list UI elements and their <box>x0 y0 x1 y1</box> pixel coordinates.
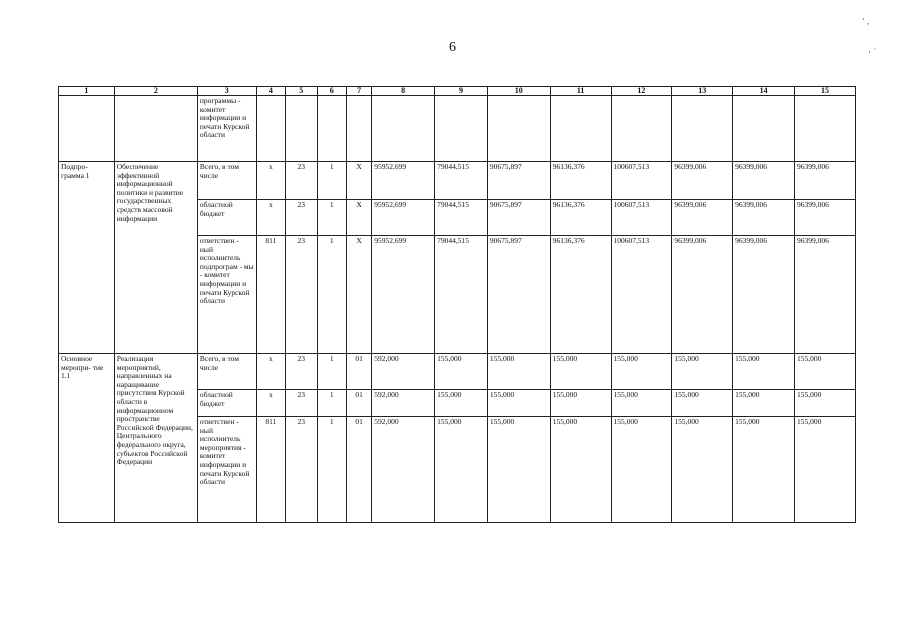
value-cell: 90675,897 <box>487 162 550 200</box>
value-cell: 155,000 <box>672 417 733 523</box>
value-cell: 96399,006 <box>733 200 795 236</box>
table-row <box>59 354 856 390</box>
value-cell: 01 <box>346 390 371 417</box>
header-cell: 14 <box>733 87 795 96</box>
value-cell <box>550 96 611 162</box>
value-cell: 155,000 <box>487 354 550 390</box>
value-cell: 96399,006 <box>672 162 733 200</box>
value-cell: 1 <box>317 200 346 236</box>
value-cell: X <box>346 236 371 354</box>
value-cell: 155,000 <box>733 390 795 417</box>
header-cell: 6 <box>317 87 346 96</box>
value-cell <box>256 96 285 162</box>
value-cell: 155,000 <box>611 354 672 390</box>
value-cell: 155,000 <box>733 417 795 523</box>
value-cell: 96136,376 <box>550 162 611 200</box>
value-cell <box>372 96 435 162</box>
value-cell: 592,000 <box>372 417 435 523</box>
executor-cell: программы - комитет информации и печати Курской области <box>197 96 256 162</box>
value-cell: 155,000 <box>672 354 733 390</box>
value-cell <box>795 96 856 162</box>
funding-source-cell: Всего, в том числе <box>197 162 256 200</box>
name-cell <box>59 96 115 162</box>
value-cell <box>611 96 672 162</box>
value-cell: 96399,006 <box>733 236 795 354</box>
funding-source-cell: ответствен - ный исполнитель подпрограм - мы - комитет информации и печати Курской области <box>197 236 256 354</box>
header-cell: 12 <box>611 87 672 96</box>
value-cell: x <box>256 390 285 417</box>
value-cell: 155,000 <box>611 390 672 417</box>
value-cell: 1 <box>317 354 346 390</box>
value-cell <box>317 96 346 162</box>
value-cell: 155,000 <box>435 417 488 523</box>
value-cell: 100607,513 <box>611 200 672 236</box>
value-cell: 90675,897 <box>487 200 550 236</box>
value-cell <box>346 96 371 162</box>
value-cell: 155,000 <box>550 354 611 390</box>
value-cell: 1 <box>317 236 346 354</box>
value-cell: 96399,006 <box>795 162 856 200</box>
program-title-cell: Реализация мероприятий, направленных на наращивание присутствия Курской области в информационном пространстве Российской Федерации, Центрального федерального округа, субъектов Российской Федерации <box>114 354 197 523</box>
value-cell <box>487 96 550 162</box>
value-cell: 95952,699 <box>372 236 435 354</box>
value-cell: 23 <box>286 162 317 200</box>
header-cell: 2 <box>114 87 197 96</box>
value-cell: 100607,513 <box>611 162 672 200</box>
value-cell: 96399,006 <box>795 236 856 354</box>
value-cell <box>435 96 488 162</box>
header-cell: 15 <box>795 87 856 96</box>
value-cell <box>733 96 795 162</box>
header-cell: 4 <box>256 87 285 96</box>
budget-table <box>58 86 856 523</box>
value-cell: 23 <box>286 236 317 354</box>
value-cell: 155,000 <box>550 390 611 417</box>
funding-source-cell: областной бюджет <box>197 390 256 417</box>
value-cell: 01 <box>346 417 371 523</box>
value-cell: 23 <box>286 200 317 236</box>
table-body <box>59 96 856 523</box>
value-cell: 79044,515 <box>435 162 488 200</box>
header-row <box>59 87 856 96</box>
value-cell: 95952,699 <box>372 162 435 200</box>
value-cell: 1 <box>317 390 346 417</box>
value-cell: 96136,376 <box>550 200 611 236</box>
value-cell: 155,000 <box>435 354 488 390</box>
value-cell: 155,000 <box>733 354 795 390</box>
value-cell: 155,000 <box>672 390 733 417</box>
value-cell: 155,000 <box>487 417 550 523</box>
funding-source-cell: областной бюджет <box>197 200 256 236</box>
value-cell: 811 <box>256 236 285 354</box>
header-cell: 9 <box>435 87 488 96</box>
table-header <box>59 87 856 96</box>
value-cell: x <box>256 162 285 200</box>
value-cell: 155,000 <box>795 354 856 390</box>
program-title-cell: Обеспечение эффективной информационной политики и развитие государственных средств массовой информации <box>114 162 197 354</box>
page-number: 6 <box>449 40 456 55</box>
value-cell: 155,000 <box>795 417 856 523</box>
value-cell: 155,000 <box>435 390 488 417</box>
value-cell: 01 <box>346 354 371 390</box>
header-cell: 3 <box>197 87 256 96</box>
value-cell: x <box>256 200 285 236</box>
value-cell: 592,000 <box>372 354 435 390</box>
value-cell: 79044,515 <box>435 200 488 236</box>
funding-source-cell: Всего, в том числе <box>197 354 256 390</box>
value-cell: 96136,376 <box>550 236 611 354</box>
value-cell: 811 <box>256 417 285 523</box>
value-cell: X <box>346 200 371 236</box>
value-cell: 155,000 <box>550 417 611 523</box>
header-cell: 8 <box>372 87 435 96</box>
value-cell: 79044,515 <box>435 236 488 354</box>
header-cell: 13 <box>672 87 733 96</box>
value-cell: 95952,699 <box>372 200 435 236</box>
value-cell: 23 <box>286 354 317 390</box>
value-cell: 90675,897 <box>487 236 550 354</box>
header-cell: 10 <box>487 87 550 96</box>
program-name-cell: Основное меропри- тие 1.1 <box>59 354 115 523</box>
corner-mark: ‘ , <box>862 16 870 26</box>
value-cell: X <box>346 162 371 200</box>
value-cell <box>672 96 733 162</box>
table-row <box>59 162 856 200</box>
funding-source-cell: ответствен - ный исполнитель мероприятия - комитет информации и печати Курской области <box>197 417 256 523</box>
table-row <box>59 96 856 162</box>
value-cell: 96399,006 <box>672 236 733 354</box>
value-cell: 155,000 <box>795 390 856 417</box>
value-cell: 1 <box>317 417 346 523</box>
value-cell: 23 <box>286 390 317 417</box>
value-cell: x <box>256 354 285 390</box>
title-cell <box>114 96 197 162</box>
value-cell: 23 <box>286 417 317 523</box>
value-cell: 592,000 <box>372 390 435 417</box>
header-cell: 5 <box>286 87 317 96</box>
value-cell <box>286 96 317 162</box>
value-cell: 100607,513 <box>611 236 672 354</box>
corner-mark: ‚ · <box>868 44 877 54</box>
value-cell: 155,000 <box>487 390 550 417</box>
header-cell: 1 <box>59 87 115 96</box>
value-cell: 96399,006 <box>795 200 856 236</box>
value-cell: 96399,006 <box>733 162 795 200</box>
header-cell: 7 <box>346 87 371 96</box>
program-name-cell: Подпро- грамма 1 <box>59 162 115 354</box>
value-cell: 1 <box>317 162 346 200</box>
value-cell: 96399,006 <box>672 200 733 236</box>
value-cell: 155,000 <box>611 417 672 523</box>
header-cell: 11 <box>550 87 611 96</box>
